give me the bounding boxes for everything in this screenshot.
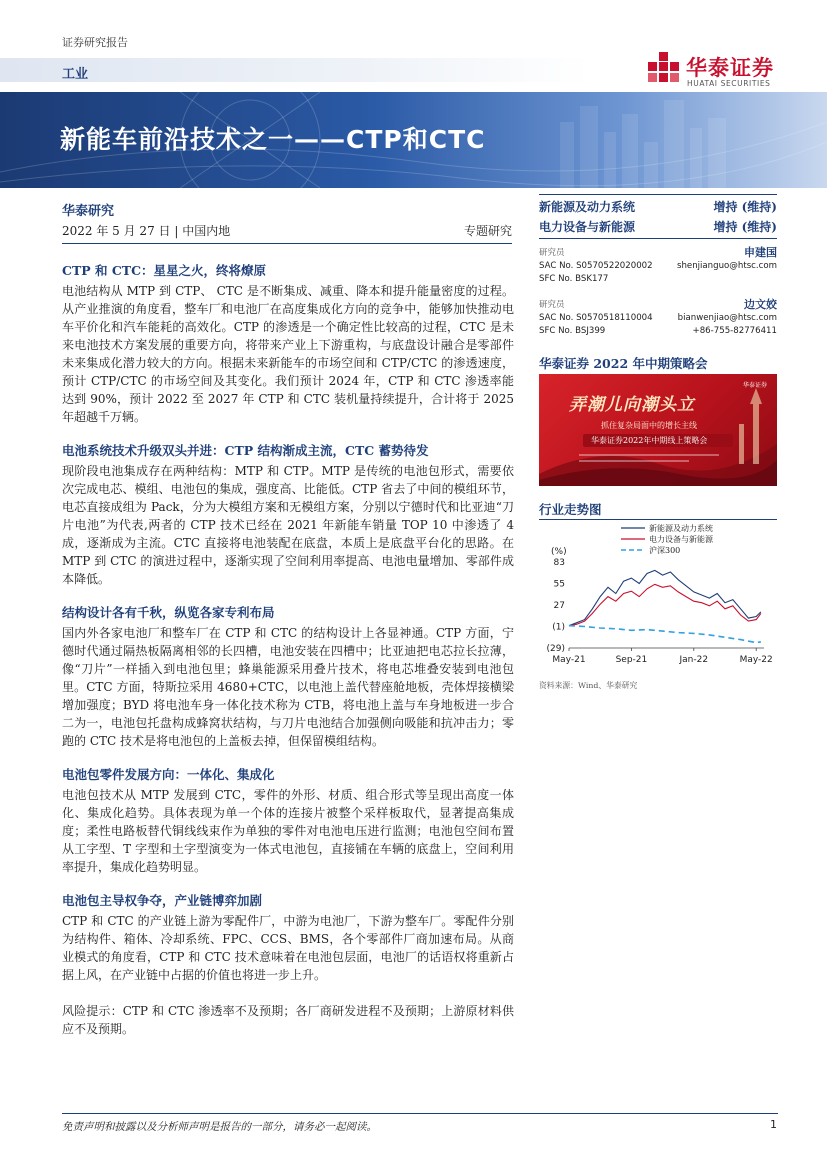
rating-row	[539, 216, 777, 236]
trend-divider	[539, 519, 777, 520]
report-date: 2022 年 5 月 27 日 | 中国内地	[62, 224, 231, 238]
section-title: 电池系统技术升级双头并进：CTP 结构渐成主流，CTC 蓄势待发	[62, 443, 429, 458]
analyst-name: 边文姣	[744, 298, 777, 311]
report-type: 专题研究	[463, 224, 512, 238]
footer-divider	[62, 1113, 778, 1114]
rating-value: 增持 (维持)	[713, 220, 777, 234]
rating-block	[539, 194, 777, 236]
risk-warning: 风险提示：CTP 和 CTC 渗透率不及预期；各厂商研发进程不及预期；上游原材料供应不及预期。	[62, 1004, 514, 1036]
chart-y-tick-label: (1)	[552, 622, 565, 633]
chart-legend-label: 沪深300	[649, 546, 681, 555]
analyst-name: 申建国	[744, 246, 777, 259]
chart-x-tick-label: May-22	[739, 655, 773, 665]
rating-row	[539, 196, 777, 216]
promo-banner[interactable]	[539, 374, 777, 486]
footer-disclaimer: 免责声明和披露以及分析师声明是报告的一部分，请务必一起阅读。	[62, 1121, 377, 1133]
promo-logo: 华泰证券	[742, 382, 767, 389]
analyst-card	[539, 246, 777, 290]
trend-title: 行业走势图	[539, 502, 602, 517]
analyst-card	[539, 298, 777, 342]
analyst-sac: SAC No. S0570522020002	[539, 261, 653, 271]
chart-series-line	[569, 626, 761, 643]
chart-y-tick-label: 27	[553, 601, 565, 611]
section-title: CTP 和 CTC：星星之火，终将燎原	[62, 263, 267, 278]
analyst-role: 研究员	[539, 300, 565, 310]
section-body: CTP 和 CTC 的产业链上游为零配件厂，中游为电池厂，下游为整车厂。零配件分别为结构件、箱体、冷却系统、FPC、CCS、BMS，各个零部件厂商加速布局。从商业模式的角度看，CTP 和 CTC 技术意味着在电池包层面，电池厂的话语权将重新占据上风，在产业链中占据的价值也将进一步上升。	[62, 914, 514, 982]
analyst-sfc: SFC No. BSJ399	[539, 326, 606, 336]
section-body: 电池结构从 MTP 到 CTP、 CTC 是不断集成、减重、降本和提升能量密度的过程。从产业推演的角度看，整车厂和电池厂在高度集成化方向的竞争中，能够加快推动电车平价化和汽车能耗的高效化。CTP 的渗透是一个确定性比较高的过程，CTC 是未来电池技术方案发展的重要方向，将带来产业上下游重构，与底盘设计融合是零部件未来集成化潜力较大的方向。根据未来新能车的市场空间和 CTP/CTC 的渗透速度，预计 CTP/CTC 的市场空间及其变化。我们预计 2024 年，CTP 和 CTC 渗透率能达到 90%，预计 2022 至 2027 年 CTP 和 CTC 装机量持续提升，合计将于 2025 年超越千万辆。	[62, 284, 514, 424]
analyst-email[interactable]: shenjianguo@htsc.com	[676, 261, 777, 271]
chart-series-line	[569, 570, 761, 625]
chart-legend-label: 电力设备与新能源	[649, 535, 713, 544]
analyst-sfc: SFC No. BSK177	[539, 274, 609, 284]
meta-line	[62, 222, 512, 240]
main-content	[62, 262, 514, 1038]
company-logo	[648, 50, 788, 94]
report-title: 新能车前沿技术之一——CTP和CTC	[60, 125, 486, 154]
promo-title: 华泰证券 2022 年中期策略会	[539, 356, 708, 371]
logo-english-name: HUATAI SECURITIES	[687, 79, 771, 88]
promo-subtitle: 抓住复杂局面中的增长主线	[601, 421, 697, 430]
section-body: 电池包技术从 MTP 发展到 CTC，零件的外形、材质、组合形式等呈现出高度一体化、集成化趋势。具体表现为单一个体的连接片被整个采样板取代，显著提高集成度；柔性电路板替代铜线线束作为单独的零件对电池电压进行监测；电池包空间布置从工字型、T 字型和土字型演变为一体式电池包，直接铺在车辆的底盘上，空间利用率提升，集成化趋势明显。	[62, 788, 514, 874]
chart-y-tick-label: 55	[553, 579, 565, 590]
rating-divider	[539, 194, 777, 195]
title-banner	[0, 92, 827, 188]
chart-series-line	[569, 584, 761, 625]
industry-label: 工业	[62, 67, 89, 82]
research-label: 华泰研究	[62, 204, 115, 219]
promo-bar-text: 华泰证券2022年中期线上策略会	[591, 436, 708, 445]
analyst-email[interactable]: bianwenjiao@htsc.com	[677, 313, 777, 323]
rating-value: 增持 (维持)	[713, 200, 777, 214]
chart-x-tick-label: May-21	[552, 655, 586, 665]
page-number: 1	[770, 1118, 777, 1131]
chart-legend-label: 新能源及动力系统	[649, 524, 713, 533]
analyst-sac: SAC No. S0570518110004	[539, 313, 653, 323]
section-title: 电池包零件发展方向：一体化、集成化	[62, 767, 275, 782]
rating-sector: 电力设备与新能源	[539, 220, 636, 234]
chart-x-tick-label: Sep-21	[615, 655, 648, 665]
rating-divider	[539, 238, 777, 239]
logo-mark-icon	[648, 52, 680, 84]
chart-y-tick-label: (29)	[546, 644, 565, 654]
analyst-phone: +86-755-82776411	[692, 326, 777, 336]
section-title: 电池包主导权争夺，产业链博弈加剧	[62, 893, 263, 908]
rating-sector: 新能源及动力系统	[539, 200, 636, 214]
industry-trend-chart	[539, 522, 777, 672]
promo-headline: 弄潮儿向潮头立	[569, 395, 695, 415]
industry-bar	[0, 58, 590, 82]
section-title: 结构设计各有千秋，纵览各家专利布局	[62, 605, 275, 620]
chart-source: 资料来源：Wind、华泰研究	[539, 681, 638, 690]
document-type: 证券研究报告	[62, 36, 128, 49]
logo-chinese-name: 华泰证券	[686, 56, 774, 80]
chart-y-unit-label: (%)	[551, 547, 567, 557]
meta-divider	[62, 243, 512, 244]
analyst-role: 研究员	[539, 248, 565, 258]
chart-y-tick-label: 83	[553, 558, 565, 568]
section-body: 国内外各家电池厂和整车厂在 CTP 和 CTC 的结构设计上各显神通。CTP 方面，宁德时代通过隔热板隔离相邻的长四槽，电池安装在四槽中；比亚迪把电芯拉长拉薄，像“刀片”一样插入到电池包里；蜂巢能源采用叠片技术，将电芯堆叠安装到电池包里。CTC 方面，特斯拉采用 4680+CTC，以电池上盖代替座舱地板，壳体焊接横梁增加强度；BYD 将电池车身一体化技术称为 CTB，将电池上盖与车身地板进一步合二为一，电池包托盘构成蜂窝状结构，与刀片电池结合加强侧向吸能和抗冲击力；零跑的 CTC 技术是将电池包的上盖板去掉，但保留模组结构。	[62, 626, 514, 748]
section-body: 现阶段电池集成存在两种结构：MTP 和 CTP。MTP 是传统的电池包形式，需要依次完成电芯、模组、电池包的集成，强度高、比能低。CTP 省去了中间的模组环节，电芯直接成组为 Pack，分为大模组方案和无模组方案，分别以宁德时代和比亚迪“刀片电池”为代表,两者的 CTP 技术已经在 2021 年新能车销量 TOP 10 中渗透了 4 成，逐渐成为主流。CTC 直接将电池装配在底盘，本质上是底盘平台化的思路。在 MTP 到 CTC 的演进过程中，逐渐实现了空间利用率提高、电池电量增加、零部件成本降低。	[62, 464, 514, 586]
chart-x-tick-label: Jan-22	[679, 655, 709, 665]
